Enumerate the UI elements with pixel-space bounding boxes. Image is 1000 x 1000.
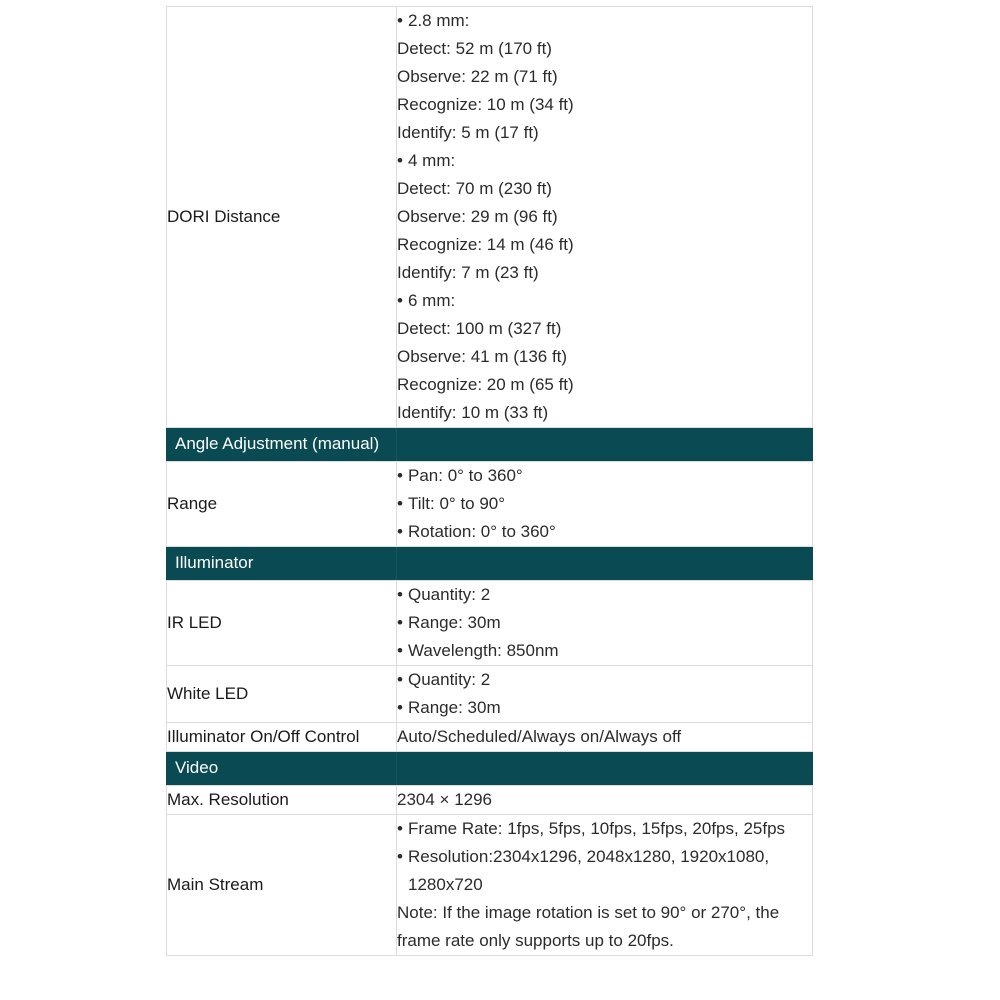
table-row (167, 462, 813, 547)
specification-sheet (166, 6, 812, 956)
section-header-row-illuminator (167, 547, 813, 581)
section-title-angle-adjustment: Angle Adjustment (manual) (175, 434, 380, 453)
section-header-cell-spacer (397, 547, 813, 581)
list-item: • Quantity: 2 (397, 666, 812, 694)
row-label-illuminator-control: Illuminator On/Off Control (167, 723, 397, 752)
row-label-dori-distance: DORI Distance (167, 7, 397, 428)
list-item: • Range: 30m (397, 694, 812, 722)
main-stream-note: Note: If the image rotation is set to 90° or 270°, the frame rate only supports up to 20fps. (397, 903, 780, 950)
row-value-ir-led (397, 581, 813, 666)
row-value-illuminator-control: Auto/Scheduled/Always on/Always off (397, 723, 813, 752)
dori-line: Detect: 100 m (327 ft) (397, 319, 562, 338)
dori-line: Observe: 29 m (96 ft) (397, 207, 558, 226)
row-value-dori-distance (397, 7, 813, 428)
list-item: • Frame Rate: 1fps, 5fps, 10fps, 15fps, 20fps, 25fps (397, 815, 812, 843)
dori-line: Detect: 52 m (170 ft) (397, 39, 552, 58)
dori-group-heading: • 4 mm: (397, 147, 812, 175)
section-title-video: Video (175, 758, 219, 777)
dori-group-heading: • 6 mm: (397, 287, 812, 315)
dori-line: Identify: 7 m (23 ft) (397, 263, 539, 282)
dori-group-heading: • 2.8 mm: (397, 7, 812, 35)
row-value-max-resolution: 2304 × 1296 (397, 786, 813, 815)
section-header-cell (167, 752, 397, 786)
dori-line: Identify: 10 m (33 ft) (397, 403, 549, 422)
dori-line: Observe: 41 m (136 ft) (397, 347, 568, 366)
section-header-row-video (167, 752, 813, 786)
dori-line: Observe: 22 m (71 ft) (397, 67, 558, 86)
dori-line: Identify: 5 m (17 ft) (397, 123, 539, 142)
row-value-range (397, 462, 813, 547)
list-item: • Tilt: 0° to 90° (397, 490, 812, 518)
table-row (167, 7, 813, 428)
dori-line: Recognize: 14 m (46 ft) (397, 235, 574, 254)
dori-group-list (397, 287, 812, 315)
section-title-illuminator: Illuminator (175, 553, 254, 572)
section-header-cell-spacer (397, 428, 813, 462)
row-label-main-stream: Main Stream (167, 815, 397, 956)
specification-table (166, 6, 813, 956)
table-row (167, 666, 813, 723)
main-stream-bullet-list (397, 815, 812, 899)
dori-group-list (397, 147, 812, 175)
dori-line: Detect: 70 m (230 ft) (397, 179, 552, 198)
table-row (167, 581, 813, 666)
table-row (167, 723, 813, 752)
dori-group-list (397, 7, 812, 35)
row-label-max-resolution: Max. Resolution (167, 786, 397, 815)
list-item: • Wavelength: 850nm (397, 637, 812, 665)
list-item: • Pan: 0° to 360° (397, 462, 812, 490)
section-header-row-angle-adjustment (167, 428, 813, 462)
row-label-white-led: White LED (167, 666, 397, 723)
list-item: • Resolution:2304x1296, 2048x1280, 1920x1080, 1280x720 (397, 843, 812, 899)
section-header-cell-spacer (397, 752, 813, 786)
ir-led-bullet-list (397, 581, 812, 665)
table-row (167, 815, 813, 956)
section-header-cell (167, 547, 397, 581)
dori-line: Recognize: 20 m (65 ft) (397, 375, 574, 394)
white-led-bullet-list (397, 666, 812, 722)
row-value-main-stream (397, 815, 813, 956)
list-item: • Rotation: 0° to 360° (397, 518, 812, 546)
section-header-cell (167, 428, 397, 462)
list-item: • Range: 30m (397, 609, 812, 637)
table-row (167, 786, 813, 815)
row-value-white-led (397, 666, 813, 723)
dori-line: Recognize: 10 m (34 ft) (397, 95, 574, 114)
list-item: • Quantity: 2 (397, 581, 812, 609)
row-label-ir-led: IR LED (167, 581, 397, 666)
row-label-range: Range (167, 462, 397, 547)
range-bullet-list (397, 462, 812, 546)
